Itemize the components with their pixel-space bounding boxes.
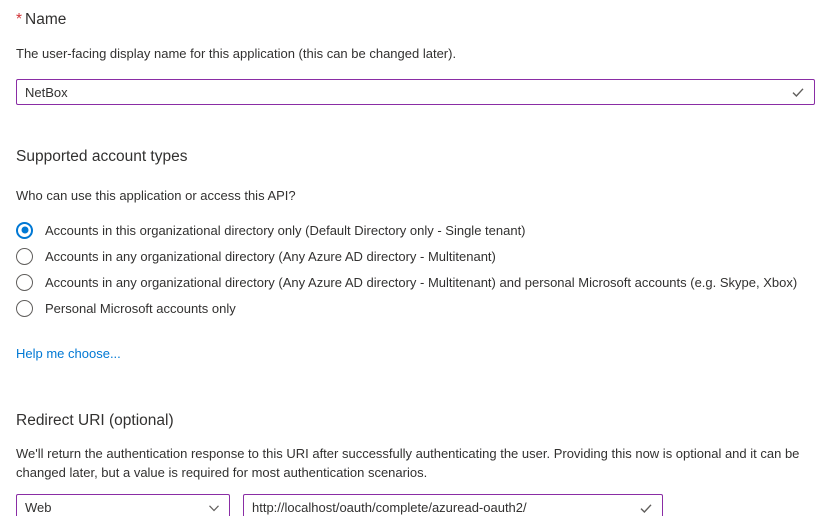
account-types-heading: Supported account types [16,148,188,165]
redirect-uri-input-container [243,494,663,516]
name-description: The user-facing display name for this application (this can be changed later). [16,46,457,61]
radio-button-icon[interactable] [16,300,33,317]
check-icon [638,500,654,516]
platform-select[interactable] [16,494,230,516]
account-type-option-0[interactable] [16,217,815,243]
redirect-uri-controls [16,494,815,516]
radio-button-icon[interactable] [16,248,33,265]
chevron-down-icon [207,501,221,515]
radio-button-icon[interactable] [16,274,33,291]
redirect-uri-heading: Redirect URI (optional) [16,412,174,429]
name-section-label [16,10,815,30]
name-input[interactable] [25,85,784,100]
account-types-question: Who can use this application or access this API? [16,188,296,203]
account-type-radio-group [16,217,815,321]
account-type-option-2[interactable] [16,269,815,295]
radio-button-icon[interactable] [16,222,33,239]
name-label-text: Name [25,11,67,28]
name-input-container [16,79,815,105]
required-asterisk: * [16,11,23,28]
account-type-option-1[interactable] [16,243,815,269]
check-icon [790,84,806,100]
platform-select-value: Web [25,500,52,515]
account-type-option-label: Personal Microsoft accounts only [45,300,236,316]
account-type-option-label: Accounts in any organizational directory (Any Azure AD directory - Multitenant) and personal Microsoft accounts (e.g. Skype, Xbox) [45,274,798,290]
redirect-uri-description: We'll return the authentication response to this URI after successfully authenticating the user. Providing this now is optional and it can be changed later, but a value is required for most authentication scenarios. [16,446,800,480]
help-me-choose-link[interactable]: Help me choose... [16,346,121,361]
account-type-option-3[interactable] [16,295,815,321]
account-type-option-label: Accounts in this organizational directory only (Default Directory only - Single tenant) [45,222,526,238]
redirect-uri-input[interactable] [252,500,632,515]
account-type-option-label: Accounts in any organizational directory (Any Azure AD directory - Multitenant) [45,248,496,264]
